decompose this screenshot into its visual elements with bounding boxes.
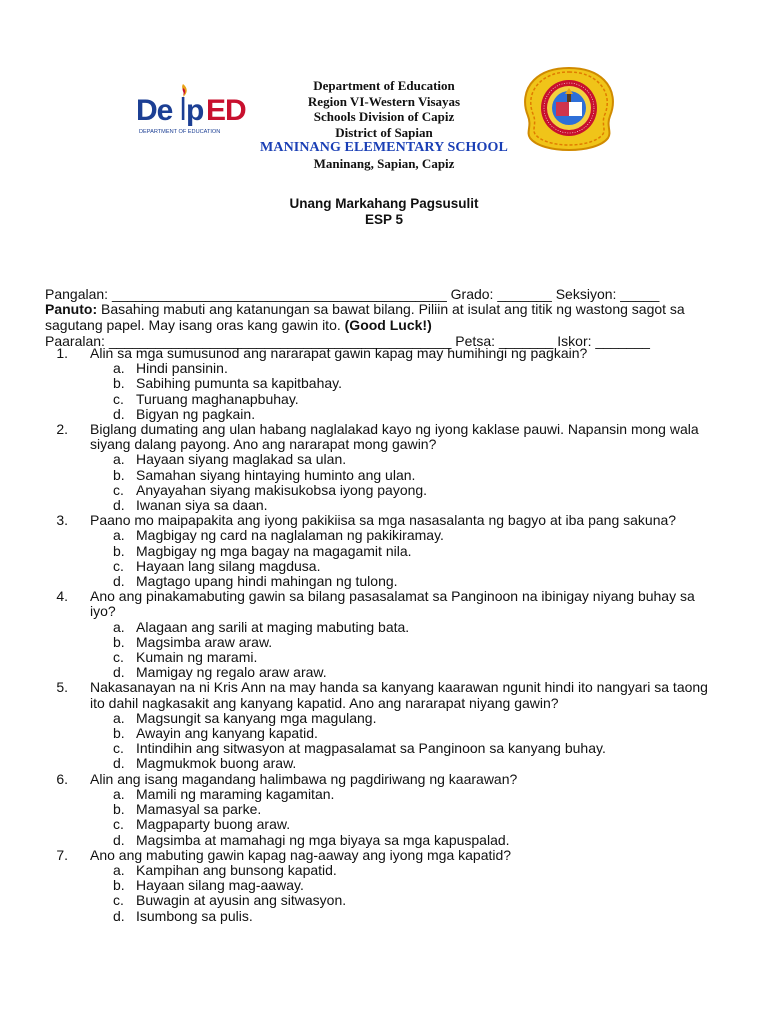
question-text: Alin ang isang magandang halimbawa ng pagdiriwang ng kaarawan?	[90, 770, 518, 787]
option-text: Bigyan ng pagkain.	[136, 405, 256, 422]
option-letter: c.	[113, 557, 124, 574]
option-text: Sabihing pumunta sa kapitbahay.	[136, 375, 342, 392]
option-letter: a.	[113, 527, 125, 544]
question-row	[45, 346, 735, 361]
answer-option	[45, 528, 735, 543]
question-text: Nakasanayan na ni Kris Ann na may handa sa kanyang kaarawan ngunit hindi ito nangyari sa taong ito dahil nagkasakit ang kanyang kapatid. Ano ang nararapat niyang gawin?	[90, 679, 708, 711]
option-text: Kampihan ang bunsong kapatid.	[136, 861, 337, 878]
question-row	[45, 848, 735, 863]
question-number: 3.	[56, 512, 68, 529]
option-letter: d.	[113, 573, 125, 590]
question-item	[45, 422, 735, 513]
answer-option	[45, 559, 735, 574]
instructions-closing: (Good Luck!)	[344, 317, 432, 333]
district-name: District of Sapian	[335, 124, 433, 140]
answer-option	[45, 392, 735, 407]
region-name: Region VI-Western Visayas	[307, 93, 461, 109]
option-letter: d.	[113, 831, 125, 848]
question-item	[45, 680, 735, 771]
option-letter: a.	[113, 451, 125, 468]
question-item	[45, 513, 735, 589]
option-text: Alagaan ang sarili at maging mabuting bata.	[136, 618, 410, 635]
instructions-label: Panuto:	[45, 301, 98, 317]
answer-option	[45, 635, 735, 650]
answer-option	[45, 361, 735, 376]
answer-option	[45, 483, 735, 498]
option-text: Hindi pansinin.	[136, 360, 228, 377]
option-letter: b.	[113, 801, 125, 818]
option-letter: d.	[113, 497, 125, 514]
answer-option	[45, 878, 735, 893]
answer-option	[45, 452, 735, 467]
option-text: Mamigay ng regalo araw araw.	[136, 664, 327, 681]
option-text: Isumbong sa pulis.	[136, 907, 253, 924]
answer-option	[45, 665, 735, 680]
answer-option	[45, 909, 735, 924]
answer-option	[45, 468, 735, 483]
question-row	[45, 422, 735, 452]
answer-option	[45, 376, 735, 391]
question-item	[45, 589, 735, 680]
option-text: Magsimba araw araw.	[136, 633, 273, 650]
option-text: Intindihin ang sitwasyon at magpasalamat sa Panginoon sa kanyang buhay.	[136, 740, 606, 757]
option-text: Hayaan silang mag-aaway.	[136, 877, 304, 894]
document-header	[0, 0, 768, 190]
question-text: Ano ang pinakamabuting gawin sa bilang pasasalamat sa Panginoon na ibinigay niyang buhay sa iyo?	[90, 588, 695, 620]
option-text: Magbigay ng mga bagay na magagamit nila.	[136, 542, 412, 559]
option-text: Magbigay ng card na naglalaman ng pakikiramay.	[136, 527, 444, 544]
option-letter: d.	[113, 664, 125, 681]
option-letter: a.	[113, 785, 125, 802]
question-item	[45, 346, 735, 422]
answer-option	[45, 407, 735, 422]
exam-subject: ESP 5	[364, 212, 404, 227]
question-text: Paano mo maipapakita ang iyong pakikiisa sa mga nasasalanta ng bagyo at iba pang sakuna?	[90, 512, 677, 529]
question-number: 5.	[56, 679, 68, 696]
option-text: Awayin ang kanyang kapatid.	[136, 725, 318, 742]
school-address: Maninang, Sapian, Capiz	[313, 155, 455, 171]
answer-option	[45, 787, 735, 802]
option-letter: a.	[113, 618, 125, 635]
answer-option	[45, 650, 735, 665]
option-text: Buwagin at ayusin ang sitwasyon.	[136, 892, 347, 909]
option-text: Hayaan siyang maglakad sa ulan.	[136, 451, 347, 468]
answer-option	[45, 802, 735, 817]
option-letter: c.	[113, 649, 124, 666]
question-text: Ano ang mabuting gawin kapag nag-aaway ang iyong mga kapatid?	[90, 846, 512, 863]
option-text: Magpaparty buong araw.	[136, 816, 291, 833]
option-letter: b.	[113, 466, 125, 483]
question-row	[45, 513, 735, 528]
option-letter: b.	[113, 542, 125, 559]
option-letter: c.	[113, 740, 124, 757]
answer-option	[45, 620, 735, 635]
option-letter: b.	[113, 375, 125, 392]
option-text: Hayaan lang silang magdusa.	[136, 557, 321, 574]
question-text: Alin sa mga sumusunod ang nararapat gawin kapag may humihingi ng pagkain?	[90, 345, 588, 361]
option-text: Anyayahan siyang makisukobsa iyong payong.	[136, 481, 428, 498]
question-text: Biglang dumating ang ulan habang naglalakad kayo ng iyong kaklase pauwi. Napansin mong wala siyang dalang payong. Ano ang nararapat mong gawin?	[90, 421, 699, 453]
question-row	[45, 772, 735, 787]
option-text: Magtago upang hindi mahingan ng tulong.	[136, 573, 398, 590]
division-name: Schools Division of Capiz	[313, 109, 455, 124]
option-letter: d.	[113, 907, 125, 924]
question-number: 7.	[56, 846, 68, 863]
instructions	[45, 301, 730, 333]
question-item	[45, 772, 735, 848]
answer-option	[45, 833, 735, 848]
question-item	[45, 848, 735, 924]
option-text: Magsimba at mamahagi ng mga biyaya sa mga kapuspalad.	[136, 831, 510, 848]
answer-option	[45, 863, 735, 878]
answer-option	[45, 726, 735, 741]
svg-text:ED: ED	[206, 94, 246, 127]
option-letter: a.	[113, 861, 125, 878]
option-letter: d.	[113, 755, 125, 772]
school-name: MANINANG ELEMENTARY SCHOOL	[260, 140, 508, 155]
option-text: Mamasyal sa parke.	[136, 801, 262, 818]
option-letter: b.	[113, 725, 125, 742]
header-text-block	[0, 78, 768, 171]
option-letter: a.	[113, 360, 125, 377]
question-row	[45, 680, 735, 710]
deped-logo-subtext: DEPARTMENT OF EDUCATION	[139, 129, 221, 135]
svg-text:De: De	[136, 94, 173, 127]
answer-option	[45, 574, 735, 589]
question-number: 6.	[56, 770, 68, 787]
option-letter: d.	[113, 405, 125, 422]
option-text: Samahan siyang hintaying huminto ang ulan.	[136, 466, 416, 483]
option-text: Iwanan siya sa daan.	[136, 497, 268, 514]
option-letter: b.	[113, 877, 125, 894]
answer-option	[45, 756, 735, 771]
answer-option	[45, 498, 735, 513]
question-row	[45, 589, 735, 619]
option-letter: c.	[113, 816, 124, 833]
option-letter: a.	[113, 709, 125, 726]
svg-text:p: p	[186, 94, 205, 127]
answer-option	[45, 741, 735, 756]
option-letter: c.	[113, 390, 124, 407]
exam-title-block	[0, 196, 768, 228]
option-text: Turuang maghanapbuhay.	[136, 390, 299, 407]
option-text: Magmukmok buong araw.	[136, 755, 297, 772]
option-letter: b.	[113, 633, 125, 650]
question-number: 4.	[56, 588, 68, 605]
field-line-school-date-score: Paaralan: ____________________________________________ Petsa: _______ Iskor: _______	[45, 332, 650, 349]
option-text: Magsungit sa kanyang mga magulang.	[136, 709, 377, 726]
field-line-name-grade-section: Pangalan: ___________________________________________ Grado: _______ Seksiyon: _____	[45, 286, 660, 302]
question-list	[45, 346, 735, 924]
instructions-text: Basahing mabuti ang katanungan sa bawat bilang. Piliin at isulat ang titik ng wastong sagot sa sagutang papel. May isang oras kang gawin ito.	[45, 301, 685, 333]
answer-option	[45, 893, 735, 908]
answer-option	[45, 711, 735, 726]
question-number: 1.	[56, 345, 68, 361]
department-name: Department of Education	[313, 78, 455, 93]
exam-title: Unang Markahang Pagsusulit	[289, 196, 479, 211]
option-text: Mamili ng maraming kagamitan.	[136, 785, 335, 802]
answer-option	[45, 544, 735, 559]
option-letter: c.	[113, 481, 124, 498]
option-letter: c.	[113, 892, 124, 909]
question-number: 2.	[56, 421, 68, 438]
answer-option	[45, 817, 735, 832]
option-text: Kumain ng marami.	[136, 649, 258, 666]
